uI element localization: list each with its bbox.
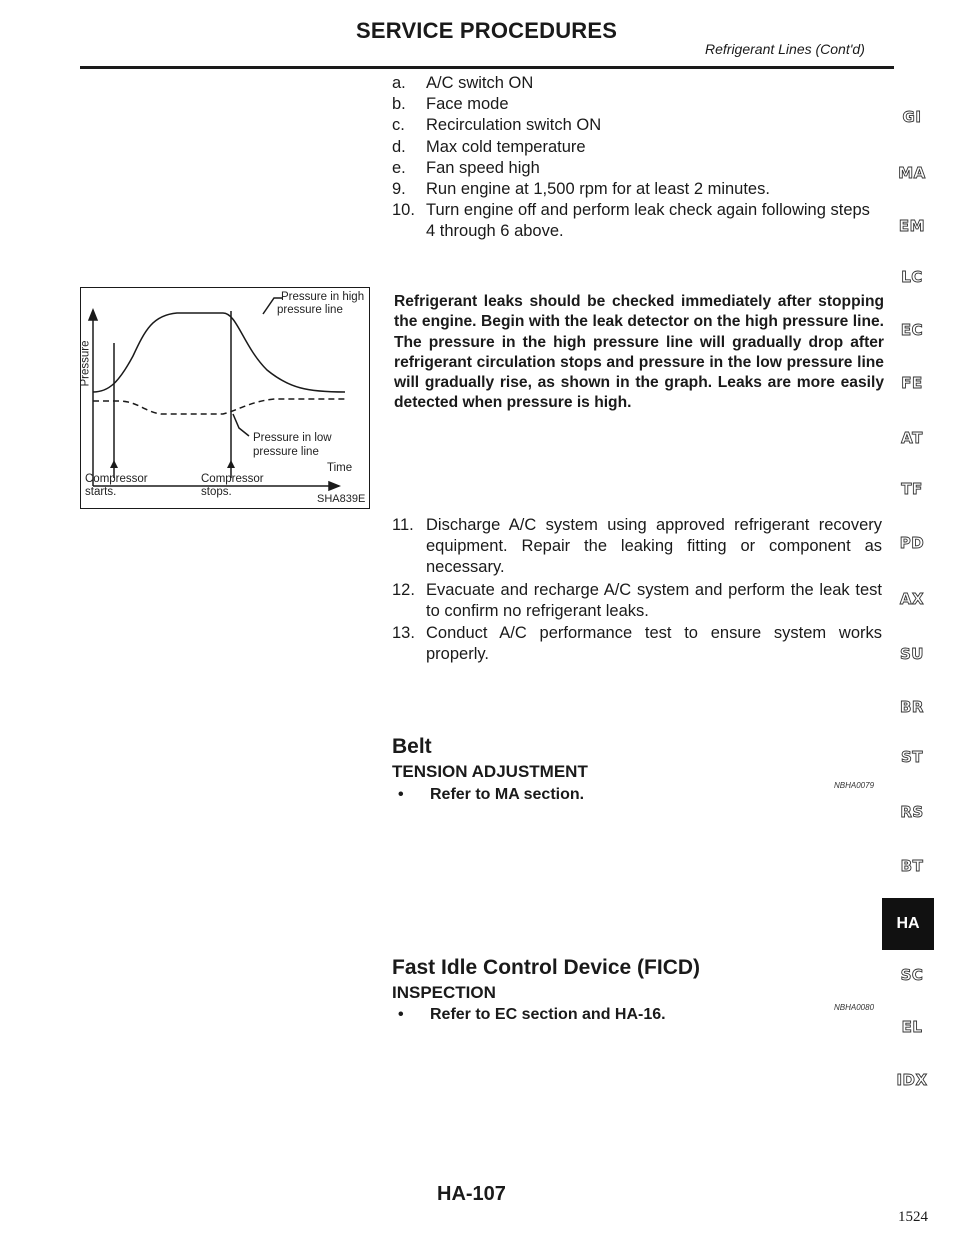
index-tab-em[interactable]: EM — [898, 217, 926, 235]
index-tab-rs[interactable]: RS — [900, 803, 924, 821]
list-item: d. Max cold temperature — [392, 137, 586, 156]
list-item: 12. Evacuate and recharge A/C system and perform the leak test to confirm no refrigerant leaks. — [392, 580, 882, 620]
compressor-stop-label-1: Compressor — [201, 473, 264, 485]
list-item: 13. Conduct A/C performance test to ensure system works properly. — [392, 624, 882, 664]
page-sequence-number: 1524 — [898, 1209, 928, 1225]
index-tab-at[interactable]: AT — [901, 429, 923, 447]
y-axis-arrowhead — [89, 310, 97, 320]
index-tab-tf[interactable]: TF — [901, 480, 923, 498]
low-pressure-curve — [93, 399, 347, 414]
belt-subtitle: TENSION ADJUSTMENT — [392, 762, 588, 781]
list-item: e. Fan speed high — [392, 158, 540, 177]
index-tab-el[interactable]: EL — [901, 1018, 923, 1036]
low-pressure-label-2: pressure line — [253, 446, 319, 458]
belt-section-title: Belt — [392, 735, 432, 758]
index-tab-ax[interactable]: AX — [899, 590, 925, 608]
compressor-stop-label-2: stops. — [201, 486, 232, 498]
header-rule — [80, 66, 894, 69]
section-subtitle: Refrigerant Lines (Cont'd) — [705, 41, 865, 57]
index-tab-ec[interactable]: EC — [900, 321, 924, 339]
index-tab-ma[interactable]: MA — [898, 164, 926, 182]
ficd-subtitle: INSPECTION — [392, 983, 496, 1002]
list-item: b. Face mode — [392, 95, 509, 114]
pressure-graph-figure — [80, 287, 370, 509]
list-item: 9. Run engine at 1,500 rpm for at least 2 minutes. — [392, 180, 770, 199]
index-tab-gi[interactable]: GI — [902, 108, 922, 126]
compressor-start-label-2: starts. — [85, 486, 117, 498]
ficd-section-title: Fast Idle Control Device (FICD) — [392, 956, 701, 979]
ficd-bullet: • Refer to EC section and HA-16. — [398, 1006, 666, 1023]
list-item: c. Recirculation switch ON — [392, 116, 602, 135]
high-pressure-label-1: Pressure in high — [281, 291, 365, 303]
list-item: 11. Discharge A/C system using approved refrigerant recovery equipment. Repair the leaking fitting or component as necessary. — [392, 516, 882, 577]
leak-check-note: Refrigerant leaks should be checked immediately after stopping the engine. Begin with the leak detector on the high pressure line. The pressure in the high pressure line will gradually drop after refrigerant circulation stops and pressure in the low pressure line will gradually rise, as shown in the graph. Leaks are more easily detected when pressure is high. — [394, 293, 884, 412]
index-tab-idx[interactable]: IDX — [896, 1071, 928, 1089]
figure-code: SHA839E — [317, 493, 366, 505]
low-pressure-label-1: Pressure in low — [253, 432, 332, 444]
index-tab-br[interactable]: BR — [900, 698, 924, 716]
index-tab-pd[interactable]: PD — [899, 534, 925, 552]
page-number: HA-107 — [437, 1183, 506, 1205]
bullet-dot: • — [398, 1006, 404, 1023]
procedure-list-steps — [392, 515, 882, 665]
x-axis-arrowhead — [329, 482, 339, 490]
y-axis-label-wrap — [75, 335, 97, 395]
procedure-list-top — [392, 73, 882, 243]
y-axis-label: Pressure — [79, 340, 92, 387]
index-tab-fe[interactable]: FE — [901, 374, 923, 392]
high-pressure-curve — [93, 313, 345, 392]
index-tab-bt[interactable]: BT — [900, 857, 924, 875]
ficd-ref-code: NBHA0080 — [834, 1003, 875, 1012]
bullet-dot: • — [398, 786, 404, 803]
index-tab-su[interactable]: SU — [900, 645, 924, 663]
index-tab-sc[interactable]: SC — [900, 966, 924, 984]
high-pressure-label-2: pressure line — [277, 304, 343, 316]
belt-ref-code: NBHA0079 — [834, 781, 875, 790]
index-tab-st[interactable]: ST — [900, 748, 924, 766]
page-title: SERVICE PROCEDURES — [356, 18, 618, 43]
list-item: a. A/C switch ON — [392, 74, 534, 92]
belt-bullet: • Refer to MA section. — [398, 786, 585, 803]
start-arrow — [110, 460, 118, 468]
index-tab-ha-active[interactable]: HA — [882, 898, 934, 950]
index-tab-lc[interactable]: LC — [901, 268, 923, 286]
x-axis-label: Time — [327, 462, 353, 474]
low-label-leader — [233, 414, 249, 436]
stop-arrow — [227, 460, 235, 468]
compressor-start-label-1: Compressor — [85, 473, 148, 485]
list-item: 10. Turn engine off and perform leak check again following steps 4 through 6 above. — [392, 201, 870, 241]
